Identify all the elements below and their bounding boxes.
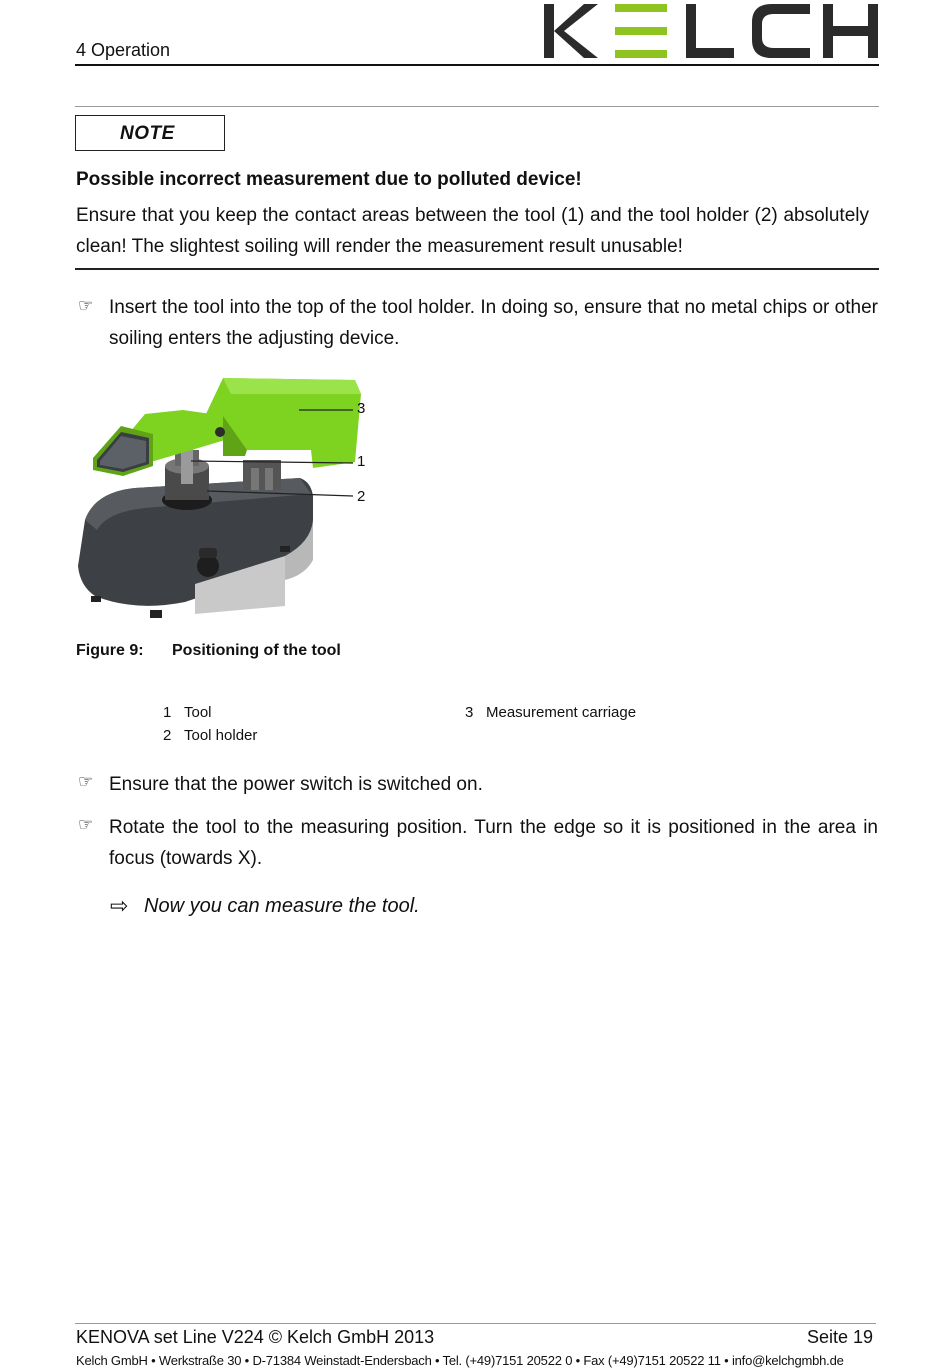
footer-address: Kelch GmbH • Werkstraße 30 • D-71384 Weinstadt-Endersbach • Tel. (+49)7151 20522 0 • Fax (+49)7151 20522 11 • info@kelchgmbh.de bbox=[76, 1353, 844, 1368]
footer-document-title: KENOVA set Line V224 © Kelch GmbH 2013 bbox=[76, 1327, 435, 1347]
note-top-rule bbox=[75, 106, 879, 107]
note-bottom-rule bbox=[75, 268, 879, 270]
callout-label: 2 bbox=[357, 488, 366, 505]
note-body: Ensure that you keep the contact areas between the tool (1) and the tool holder (2) absolutely clean! The slightest soiling will render the measurement result unusable! bbox=[76, 205, 869, 257]
page-number: Seite 19 bbox=[806, 1327, 873, 1347]
legend-item bbox=[163, 704, 212, 721]
note-label: NOTE bbox=[120, 123, 175, 144]
legend-item bbox=[465, 704, 637, 721]
pointing-hand-icon: ☞ bbox=[78, 772, 94, 791]
legend-text: Measurement carriage bbox=[486, 704, 637, 721]
callout-label: 3 bbox=[357, 400, 366, 417]
legend-text: Tool holder bbox=[184, 727, 258, 744]
legend-item bbox=[163, 727, 258, 744]
legend-number: 2 bbox=[163, 727, 172, 744]
kelch-logo bbox=[540, 0, 882, 62]
instruction-step: Insert the tool into the top of the tool holder. In doing so, ensure that no metal chips or other soiling enters the adjusting device. bbox=[109, 297, 878, 349]
legend-text: Tool bbox=[184, 704, 212, 721]
instruction-step: Ensure that the power switch is switched on. bbox=[109, 774, 483, 795]
figure-number: Figure 9: bbox=[76, 642, 144, 659]
instruction-step: Rotate the tool to the measuring position. Turn the edge so it is positioned in the area in focus (towards X). bbox=[109, 817, 878, 869]
result-arrow-icon: ⇨ bbox=[110, 893, 129, 918]
footer-rule bbox=[75, 1323, 876, 1324]
note-heading: Possible incorrect measurement due to polluted device! bbox=[76, 169, 582, 190]
callout-label: 1 bbox=[357, 453, 366, 470]
pointing-hand-icon: ☞ bbox=[78, 815, 94, 834]
figure-title: Positioning of the tool bbox=[172, 642, 341, 659]
section-title: 4 Operation bbox=[76, 40, 171, 60]
result-text: Now you can measure the tool. bbox=[144, 895, 420, 917]
pointing-hand-icon: ☞ bbox=[78, 296, 94, 315]
legend-number: 3 bbox=[465, 704, 474, 721]
device-figure bbox=[75, 370, 385, 632]
legend-number: 1 bbox=[163, 704, 172, 721]
header-rule bbox=[75, 64, 879, 66]
